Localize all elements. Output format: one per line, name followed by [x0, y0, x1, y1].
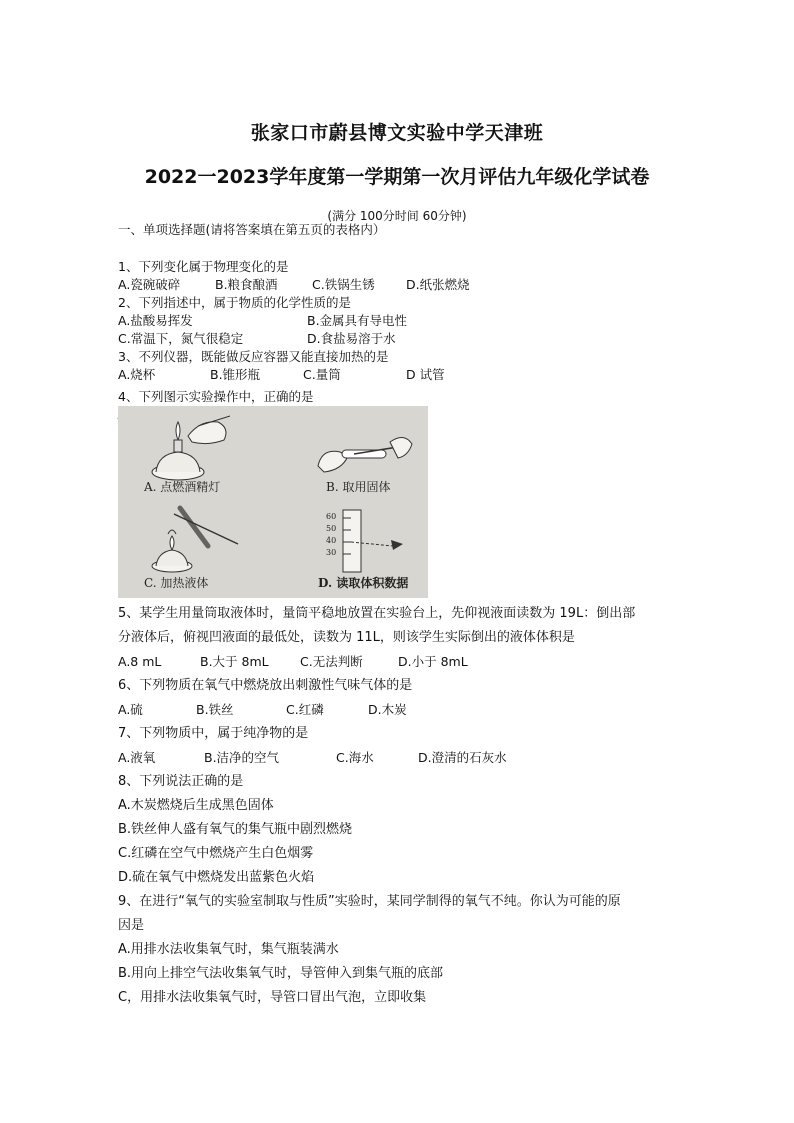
question-7-stem: 7、下列物质中，属于纯净物的是	[118, 726, 309, 741]
question-7-option-a: A.液氧	[118, 750, 156, 765]
question-9-option-a: A.用排水法收集氧气时，集气瓶装满水	[118, 942, 339, 957]
question-1-option-a: A.瓷碗破碎	[118, 277, 181, 292]
question-6-option-d: D.木炭	[368, 702, 407, 717]
question-9-option-b: B.用向上排空气法收集氧气时，导管伸入到集气瓶的底部	[118, 966, 444, 981]
question-9-stem: 9、在进行“氧气的实验室制取与性质”实验时，某同学制得的氧气不纯。你认为可能的原	[118, 894, 621, 909]
question-2-option-c: C.常温下，氮气很稳定	[118, 331, 244, 346]
question-3-option-c: C.量筒	[303, 367, 341, 382]
question-2-option-d: D.食盐易溶于水	[307, 331, 396, 346]
question-5-stem-continued: 分液体后，俯视凹液面的最低处，读数为 11L，则该学生实际倒出的液体体积是	[118, 630, 575, 645]
exam-title-school: 张家口市蔚县博文实验中学天津班	[250, 122, 544, 144]
experiment-figure	[118, 406, 428, 598]
question-1-option-b: B.粮食酿酒	[215, 277, 278, 292]
caption-b: B. 取用固体	[326, 480, 391, 494]
question-5-stem: 5、某学生用量筒取液体时，量筒平稳地放置在实验台上，先仰视液面读数为 19L：倒出部	[118, 606, 636, 621]
question-8-option-a: A.木炭燃烧后生成黑色固体	[118, 798, 274, 813]
question-2-option-b: B.金属具有导电性	[307, 313, 408, 328]
question-9-stem-continued: 因是	[118, 918, 145, 933]
question-6-option-a: A.硫	[118, 702, 143, 717]
question-8-option-b: B.铁丝伸人盛有氧气的集气瓶中剧烈燃烧	[118, 822, 353, 837]
question-9-option-c: C，用排水法收集氧气时，导管口冒出气泡，立即收集	[118, 990, 427, 1005]
question-8-stem: 8、下列说法正确的是	[118, 774, 244, 789]
question-6-stem: 6、下列物质在氧气中燃烧放出刺激性气味气体的是	[118, 678, 413, 693]
question-2-option-a: A.盐酸易挥发	[118, 313, 193, 328]
question-7-option-d: D.澄清的石灰水	[418, 750, 507, 765]
scale-50: 50	[326, 524, 337, 533]
question-7-option-b: B.洁净的空气	[204, 750, 280, 765]
question-3-option-a: A.烧杯	[118, 367, 156, 382]
question-2-stem: 2、下列指述中，属于物质的化学性质的是	[118, 295, 351, 310]
caption-a: A. 点燃酒精灯	[144, 480, 221, 494]
question-6-option-b: B.铁丝	[196, 702, 234, 717]
alcohol-lamp-illustration	[138, 414, 248, 484]
question-1-stem: 1、下列变化属于物理变化的是	[118, 259, 289, 274]
solid-sampling-illustration	[308, 426, 418, 481]
exam-title: 2022一2023学年度第一学期第一次月评估九年级化学试卷	[144, 166, 650, 188]
question-6-option-c: C.红磷	[286, 702, 324, 717]
exam-note: (满分 100分时间 60分钟)	[327, 209, 467, 223]
caption-d: D. 读取体积数据	[318, 576, 409, 590]
scale-30: 30	[326, 548, 337, 557]
question-8-option-c: C.红磷在空气中燃烧产生白色烟雾	[118, 846, 314, 861]
question-1-option-d: D.纸张燃烧	[406, 277, 470, 292]
scale-60: 60	[326, 512, 337, 521]
caption-c: C. 加热液体	[144, 576, 209, 590]
scale-40: 40	[326, 536, 337, 545]
question-5-option-b: B.大于 8mL	[200, 654, 269, 669]
question-4-stem: 4、下列图示实验操作中，正确的是	[118, 389, 314, 404]
question-5-option-c: C.无法判断	[300, 654, 363, 669]
question-1-option-c: C.铁锅生锈	[312, 277, 375, 292]
question-3-option-d: D 试管	[406, 367, 445, 382]
question-5-option-d: D.小于 8mL	[398, 654, 468, 669]
heating-liquid-illustration	[138, 504, 248, 574]
question-3-stem: 3、不列仪器，既能做反应容器又能直接加热的是	[118, 349, 389, 364]
question-8-option-d: D.硫在氧气中燃烧发出蓝紫色火焰	[118, 870, 315, 885]
question-5-option-a: A.8 mL	[118, 654, 162, 669]
question-7-option-c: C.海水	[336, 750, 374, 765]
section-heading: 一、单项选择题(请将答案填在第五页的表格内）	[118, 222, 386, 237]
question-3-option-b: B.锥形瓶	[210, 367, 261, 382]
